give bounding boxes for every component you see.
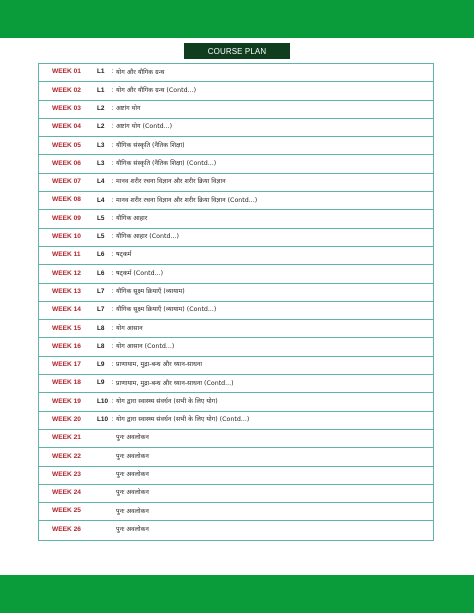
table-row (39, 412, 433, 430)
lesson-code: L7 (97, 306, 105, 314)
lesson-separator: : (111, 86, 114, 94)
table-row (39, 448, 433, 466)
table-row (39, 485, 433, 503)
lesson-code: L3 (97, 141, 105, 149)
lesson-separator: : (111, 159, 114, 167)
lesson-separator: : (111, 269, 114, 277)
topic-text: यौगिक संस्कृति (नैतिक शिक्षा) (116, 141, 185, 149)
week-label: WEEK 04 (52, 123, 81, 131)
week-label: WEEK 21 (52, 434, 81, 442)
header-band (0, 0, 474, 38)
table-row (39, 503, 433, 521)
table-row (39, 375, 433, 393)
topic-text: योग और यौगिक ग्रन्थ (Contd...) (116, 86, 197, 94)
week-label: WEEK 09 (52, 214, 81, 222)
table-row (39, 137, 433, 155)
lesson-code: L10 (97, 416, 109, 424)
topic-text: मानव शरीर रचना विज्ञान और शरीर क्रिया विज्ञान (116, 178, 226, 186)
week-label: WEEK 25 (52, 507, 81, 515)
lesson-code: L5 (97, 233, 105, 241)
topic-text: पुनः अवलोकन (116, 434, 149, 442)
lesson-separator: : (111, 397, 114, 405)
topic-text: योग द्वारा स्वास्थ्य संवर्धन (सभी के लिए योग) (Contd...) (116, 416, 250, 424)
lesson-separator: : (111, 342, 114, 350)
lesson-separator: : (111, 379, 114, 387)
lesson-code: L6 (97, 251, 105, 259)
lesson-separator: : (111, 288, 114, 295)
topic-text: प्राणायाम, मुद्रा-बन्ध और ध्यान-साधना (Contd...) (116, 379, 234, 387)
topic-text: योग आसान (Contd...) (116, 342, 175, 350)
table-row (39, 174, 433, 192)
table-row (39, 101, 433, 119)
topic-text: अष्टांग योग (Contd...) (116, 123, 173, 131)
lesson-separator: : (111, 416, 114, 424)
week-label: WEEK 23 (52, 470, 81, 478)
week-label: WEEK 13 (52, 287, 81, 295)
week-label: WEEK 15 (52, 324, 81, 332)
lesson-code: L10 (97, 397, 109, 405)
week-label: WEEK 16 (52, 342, 81, 350)
week-label: WEEK 05 (52, 141, 81, 149)
lesson-code: L7 (97, 288, 105, 295)
week-label: WEEK 07 (52, 178, 81, 186)
lesson-separator: : (111, 233, 114, 241)
table-row (39, 357, 433, 375)
topic-text: यौगिक आहार (Contd...) (116, 233, 179, 241)
topic-text: यौगिक सूक्ष्म क्रियाएँ (व्यायाम) (116, 288, 185, 296)
week-label: WEEK 24 (52, 489, 81, 497)
table-row (39, 210, 433, 228)
week-label: WEEK 08 (52, 196, 81, 204)
footer-band (0, 575, 474, 613)
week-label: WEEK 17 (52, 361, 81, 369)
lesson-code: L1 (97, 86, 105, 94)
lesson-separator: : (111, 178, 114, 186)
course-plan-table (38, 63, 434, 541)
topic-text: मानव शरीर रचना विज्ञान और शरीर क्रिया विज्ञान (Contd...) (116, 196, 258, 204)
lesson-code: L9 (97, 379, 105, 387)
topic-text: प्राणायाम, मुद्रा-बन्ध और ध्यान-साधना (116, 361, 202, 369)
table-row (39, 284, 433, 302)
table-row (39, 521, 433, 539)
topic-text: पुनः अवलोकन (116, 489, 149, 497)
topic-text: पुनः अवलोकन (116, 471, 149, 479)
lesson-code: L5 (97, 214, 105, 222)
week-label: WEEK 11 (52, 251, 81, 259)
week-label: WEEK 10 (52, 233, 81, 241)
topic-text: पुनः अवलोकन (116, 526, 149, 534)
week-label: WEEK 06 (52, 159, 81, 167)
page-title: COURSE PLAN (184, 43, 290, 59)
lesson-separator: : (111, 196, 114, 204)
lesson-separator: : (111, 324, 114, 332)
lesson-separator: : (111, 105, 114, 113)
table-row (39, 430, 433, 448)
lesson-code: L3 (97, 159, 105, 167)
week-label: WEEK 14 (52, 306, 81, 314)
lesson-separator: : (111, 306, 114, 314)
table-row (39, 247, 433, 265)
week-label: WEEK 12 (52, 269, 81, 277)
table-row (39, 393, 433, 411)
week-label: WEEK 18 (52, 379, 81, 387)
lesson-code: L4 (97, 196, 105, 204)
topic-text: यौगिक संस्कृति (नैतिक शिक्षा) (Contd...) (116, 159, 217, 167)
lesson-code: L2 (97, 105, 105, 113)
lesson-separator: : (111, 141, 114, 149)
topic-text: षट्कर्म (116, 251, 132, 259)
lesson-separator: : (111, 251, 114, 259)
table-row (39, 64, 433, 82)
lesson-code: L8 (97, 342, 105, 350)
week-label: WEEK 02 (52, 86, 81, 94)
table-row (39, 320, 433, 338)
table-row (39, 265, 433, 283)
topic-text: योग आसान (116, 324, 143, 332)
lesson-code: L1 (97, 68, 105, 76)
table-row (39, 302, 433, 320)
lesson-code: L6 (97, 269, 105, 277)
week-label: WEEK 01 (52, 68, 81, 76)
lesson-code: L9 (97, 361, 105, 369)
week-label: WEEK 03 (52, 104, 81, 112)
week-label: WEEK 26 (52, 526, 81, 534)
topic-text: षट्कर्म (Contd...) (116, 269, 164, 277)
lesson-separator: : (111, 123, 114, 131)
topic-text: योग और यौगिक ग्रन्थ (116, 68, 165, 76)
topic-text: यौगिक आहार (116, 214, 148, 222)
lesson-separator: : (111, 361, 114, 369)
table-row (39, 338, 433, 356)
topic-text: यौगिक सूक्ष्म क्रियाएँ (व्यायाम) (Contd...) (116, 306, 217, 314)
topic-text: पुनः अवलोकन (116, 507, 149, 515)
table-row (39, 119, 433, 137)
lesson-separator: : (111, 68, 114, 76)
topic-text: योग द्वारा स्वास्थ्य संवर्धन (सभी के लिए योग) (116, 397, 218, 405)
lesson-code: L2 (97, 123, 105, 131)
table-row (39, 192, 433, 210)
lesson-code: L8 (97, 324, 105, 332)
table-row (39, 229, 433, 247)
week-label: WEEK 20 (52, 415, 81, 423)
week-label: WEEK 19 (52, 397, 81, 405)
week-label: WEEK 22 (52, 452, 81, 460)
table-row (39, 467, 433, 485)
topic-text: पुनः अवलोकन (116, 452, 149, 460)
lesson-separator: : (111, 214, 114, 222)
topic-text: अष्टांग योग (116, 105, 141, 113)
table-row (39, 155, 433, 173)
lesson-code: L4 (97, 178, 105, 186)
table-row (39, 82, 433, 100)
